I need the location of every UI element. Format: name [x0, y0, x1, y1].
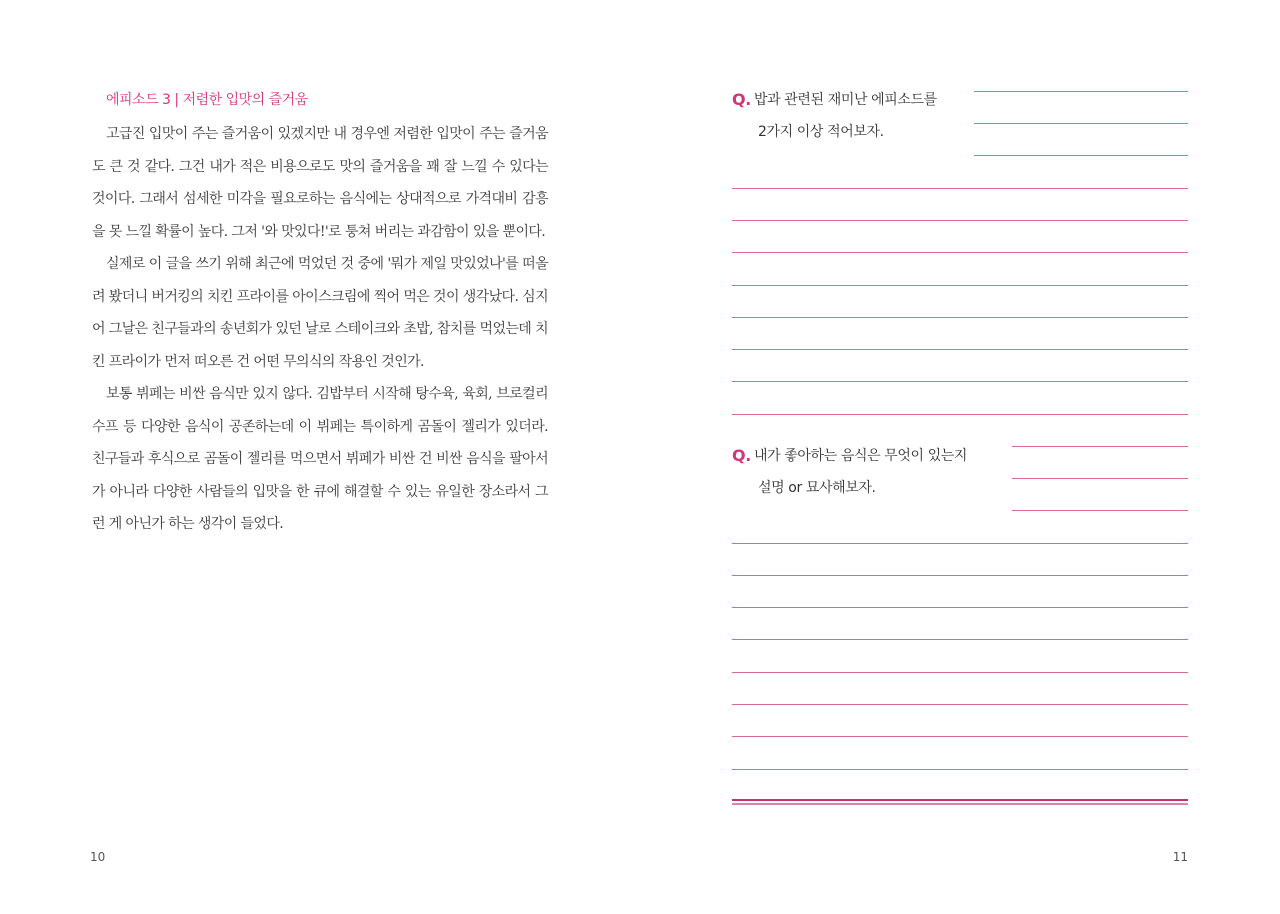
writing-line[interactable] [732, 769, 1188, 770]
writing-line[interactable] [732, 543, 1188, 544]
writing-line[interactable] [732, 381, 1188, 382]
writing-line[interactable] [1012, 478, 1188, 479]
writing-line[interactable] [974, 91, 1188, 92]
question-2-line1: 내가 좋아하는 음식은 무엇이 있는지 [754, 448, 968, 464]
page-number-right: 11 [1172, 850, 1188, 864]
question-1-line1: 밥과 관련된 재미난 에피소드를 [754, 92, 937, 108]
question-1 [732, 90, 1032, 160]
writing-line[interactable] [1012, 446, 1188, 447]
writing-line[interactable] [732, 220, 1188, 221]
episode-title: 에피소드 3 | 저렴한 입맛의 즐거움 [106, 92, 308, 108]
writing-line[interactable] [974, 123, 1188, 124]
paragraph: 보통 뷔페는 비싼 음식만 있지 않다. 김밥부터 시작해 탕수육, 육회, 브로컬리 수프 등 다양한 음식이 공존하는데 이 뷔페는 특이하게 곰돌이 젤리가 있더라. 친구들과 후식으로 곰돌이 젤리를 먹으면서 뷔페가 비싼 건 비싼 음식을 팔아서가 아니라 다양한 사람들의 입맛을 한 큐에 해결할 수 있는 유일한 장소라서 그런 게 아닌가 하는 생각이 들었다. [92, 386, 548, 532]
writing-line[interactable] [732, 607, 1188, 608]
writing-line[interactable] [732, 188, 1188, 189]
writing-line[interactable] [732, 704, 1188, 705]
writing-line[interactable] [732, 285, 1188, 286]
question-2 [732, 446, 1032, 516]
paragraph: 실제로 이 글을 쓰기 위해 최근에 먹었던 것 중에 '뭐가 제일 맛있었나'를 떠올려 봤더니 버거킹의 치킨 프라이를 아이스크림에 찍어 먹은 것이 생각났다. 심지어 그날은 친구들과의 송년회가 있던 날로 스테이크와 초밥, 참치를 먹었는데 치킨 프라이가 먼저 떠오른 건 어떤 무의식의 작용인 것인가. [92, 256, 548, 370]
body-text [92, 118, 548, 541]
writing-line[interactable] [1012, 510, 1188, 511]
writing-line[interactable] [732, 317, 1188, 318]
writing-line[interactable] [974, 155, 1188, 156]
right-page [640, 0, 1280, 914]
writing-line[interactable] [732, 575, 1188, 576]
question-mark-icon: Q. [732, 446, 751, 465]
writing-line[interactable] [732, 736, 1188, 737]
writing-line[interactable] [732, 414, 1188, 415]
writing-line[interactable] [732, 672, 1188, 673]
writing-line[interactable] [732, 252, 1188, 253]
question-mark-icon: Q. [732, 90, 751, 109]
question-1-line2: 2가지 이상 적어보자. [758, 124, 884, 140]
paragraph: 고급진 입맛이 주는 즐거움이 있겠지만 내 경우엔 저렴한 입맛이 주는 즐거움도 큰 것 같다. 그건 내가 적은 비용으로도 맛의 즐거움을 꽤 잘 느낄 수 있다는 것이다. 그래서 섬세한 미각을 필요로하는 음식에는 상대적으로 가격대비 감흥을 못 느낄 확률이 높다. 그저 '와 맛있다!'로 퉁쳐 버리는 과감함이 있을 뿐이다. [92, 126, 548, 240]
writing-line[interactable] [732, 639, 1188, 640]
page-number-left: 10 [90, 850, 106, 864]
bottom-border-line [732, 799, 1188, 801]
writing-line[interactable] [732, 349, 1188, 350]
question-2-line2: 설명 or 묘사해보자. [758, 480, 876, 496]
